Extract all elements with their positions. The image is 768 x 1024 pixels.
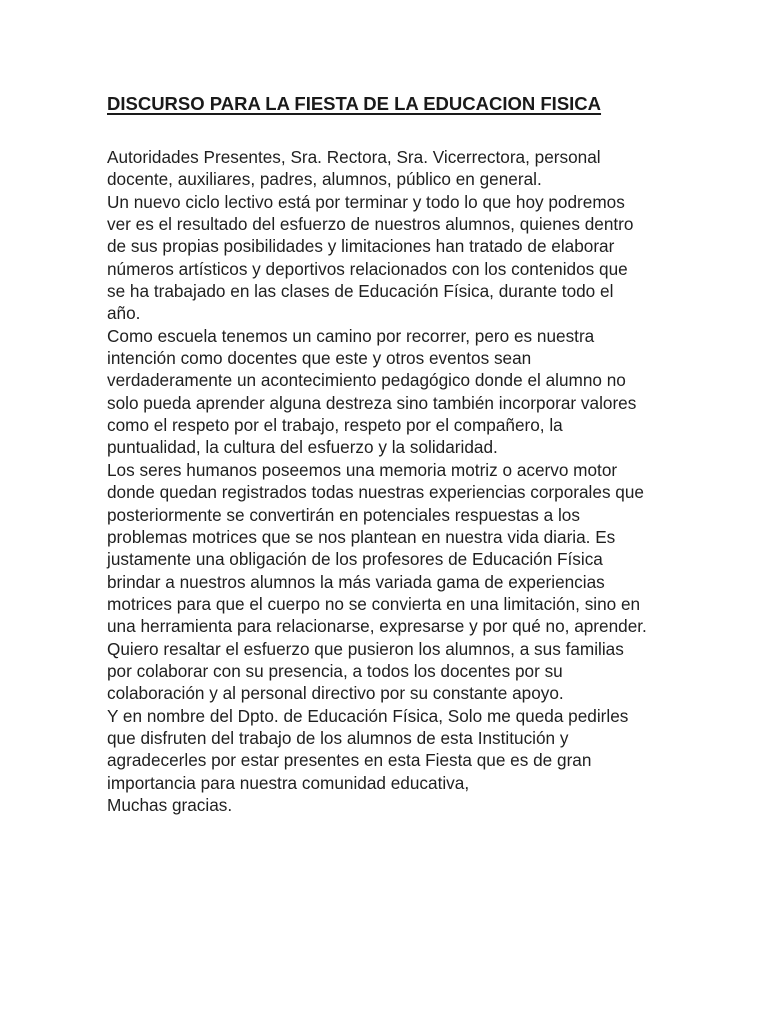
text-line: una herramienta para relacionarse, expresarse y por qué no, aprender. [107,616,647,637]
text-line: agradecerles por estar presentes en esta Fiesta que es de gran [107,750,592,771]
text-line: que disfruten del trabajo de los alumnos de esta Institución y [107,727,569,748]
text-line: Quiero resaltar el esfuerzo que pusieron los alumnos, a sus familias [107,638,624,659]
text-line: Y en nombre del Dpto. de Educación Física, Solo me queda pedirles [107,705,629,726]
text-line: se ha trabajado en las clases de Educación Física, durante todo el [107,281,614,302]
text-line: justamente una obligación de los profesores de Educación Física [107,549,603,570]
text-line: Como escuela tenemos un camino por recorrer, pero es nuestra [107,325,595,346]
text-line: verdaderamente un acontecimiento pedagógico donde el alumno no [107,370,626,391]
text-line: importancia para nuestra comunidad educativa, [107,772,470,793]
document-body [107,146,707,816]
text-line: números artísticos y deportivos relacionados con los contenidos que [107,258,628,279]
text-line: de sus propias posibilidades y limitaciones han tratado de elaborar [107,236,615,257]
text-line: puntualidad, la cultura del esfuerzo y la solidaridad. [107,437,498,458]
text-line: Un nuevo ciclo lectivo está por terminar y todo lo que hoy podremos [107,191,625,212]
text-line: por colaborar con su presencia, a todos los docentes por su [107,660,563,681]
text-line: Muchas gracias. [107,794,233,815]
text-line: ver es el resultado del esfuerzo de nuestros alumnos, quienes dentro [107,214,634,235]
text-line: donde quedan registrados todas nuestras experiencias corporales que [107,482,644,503]
text-line: Autoridades Presentes, Sra. Rectora, Sra. Vicerrectora, personal [107,147,601,167]
text-line: Los seres humanos poseemos una memoria motriz o acervo motor [107,459,618,480]
text-line: posteriormente se convertirán en potenciales respuestas a los [107,504,580,525]
text-line: motrices para que el cuerpo no se convierta en una limitación, sino en [107,593,641,614]
text-line: colaboración y al personal directivo por su constante apoyo. [107,683,564,704]
text-line: solo pueda aprender alguna destreza sino también incorporar valores [107,392,637,413]
text-line: como el respeto por el trabajo, respeto por el compañero, la [107,415,563,436]
text-line: brindar a nuestros alumnos la más variada gama de experiencias [107,571,605,592]
text-line: año. [107,303,141,324]
document-title: DISCURSO PARA LA FIESTA DE LA EDUCACION FISICA [107,93,602,114]
text-line: intención como docentes que este y otros eventos sean [107,348,532,369]
text-line: docente, auxiliares, padres, alumnos, público en general. [107,169,542,190]
text-line: problemas motrices que se nos plantean en nuestra vida diaria. Es [107,526,616,547]
